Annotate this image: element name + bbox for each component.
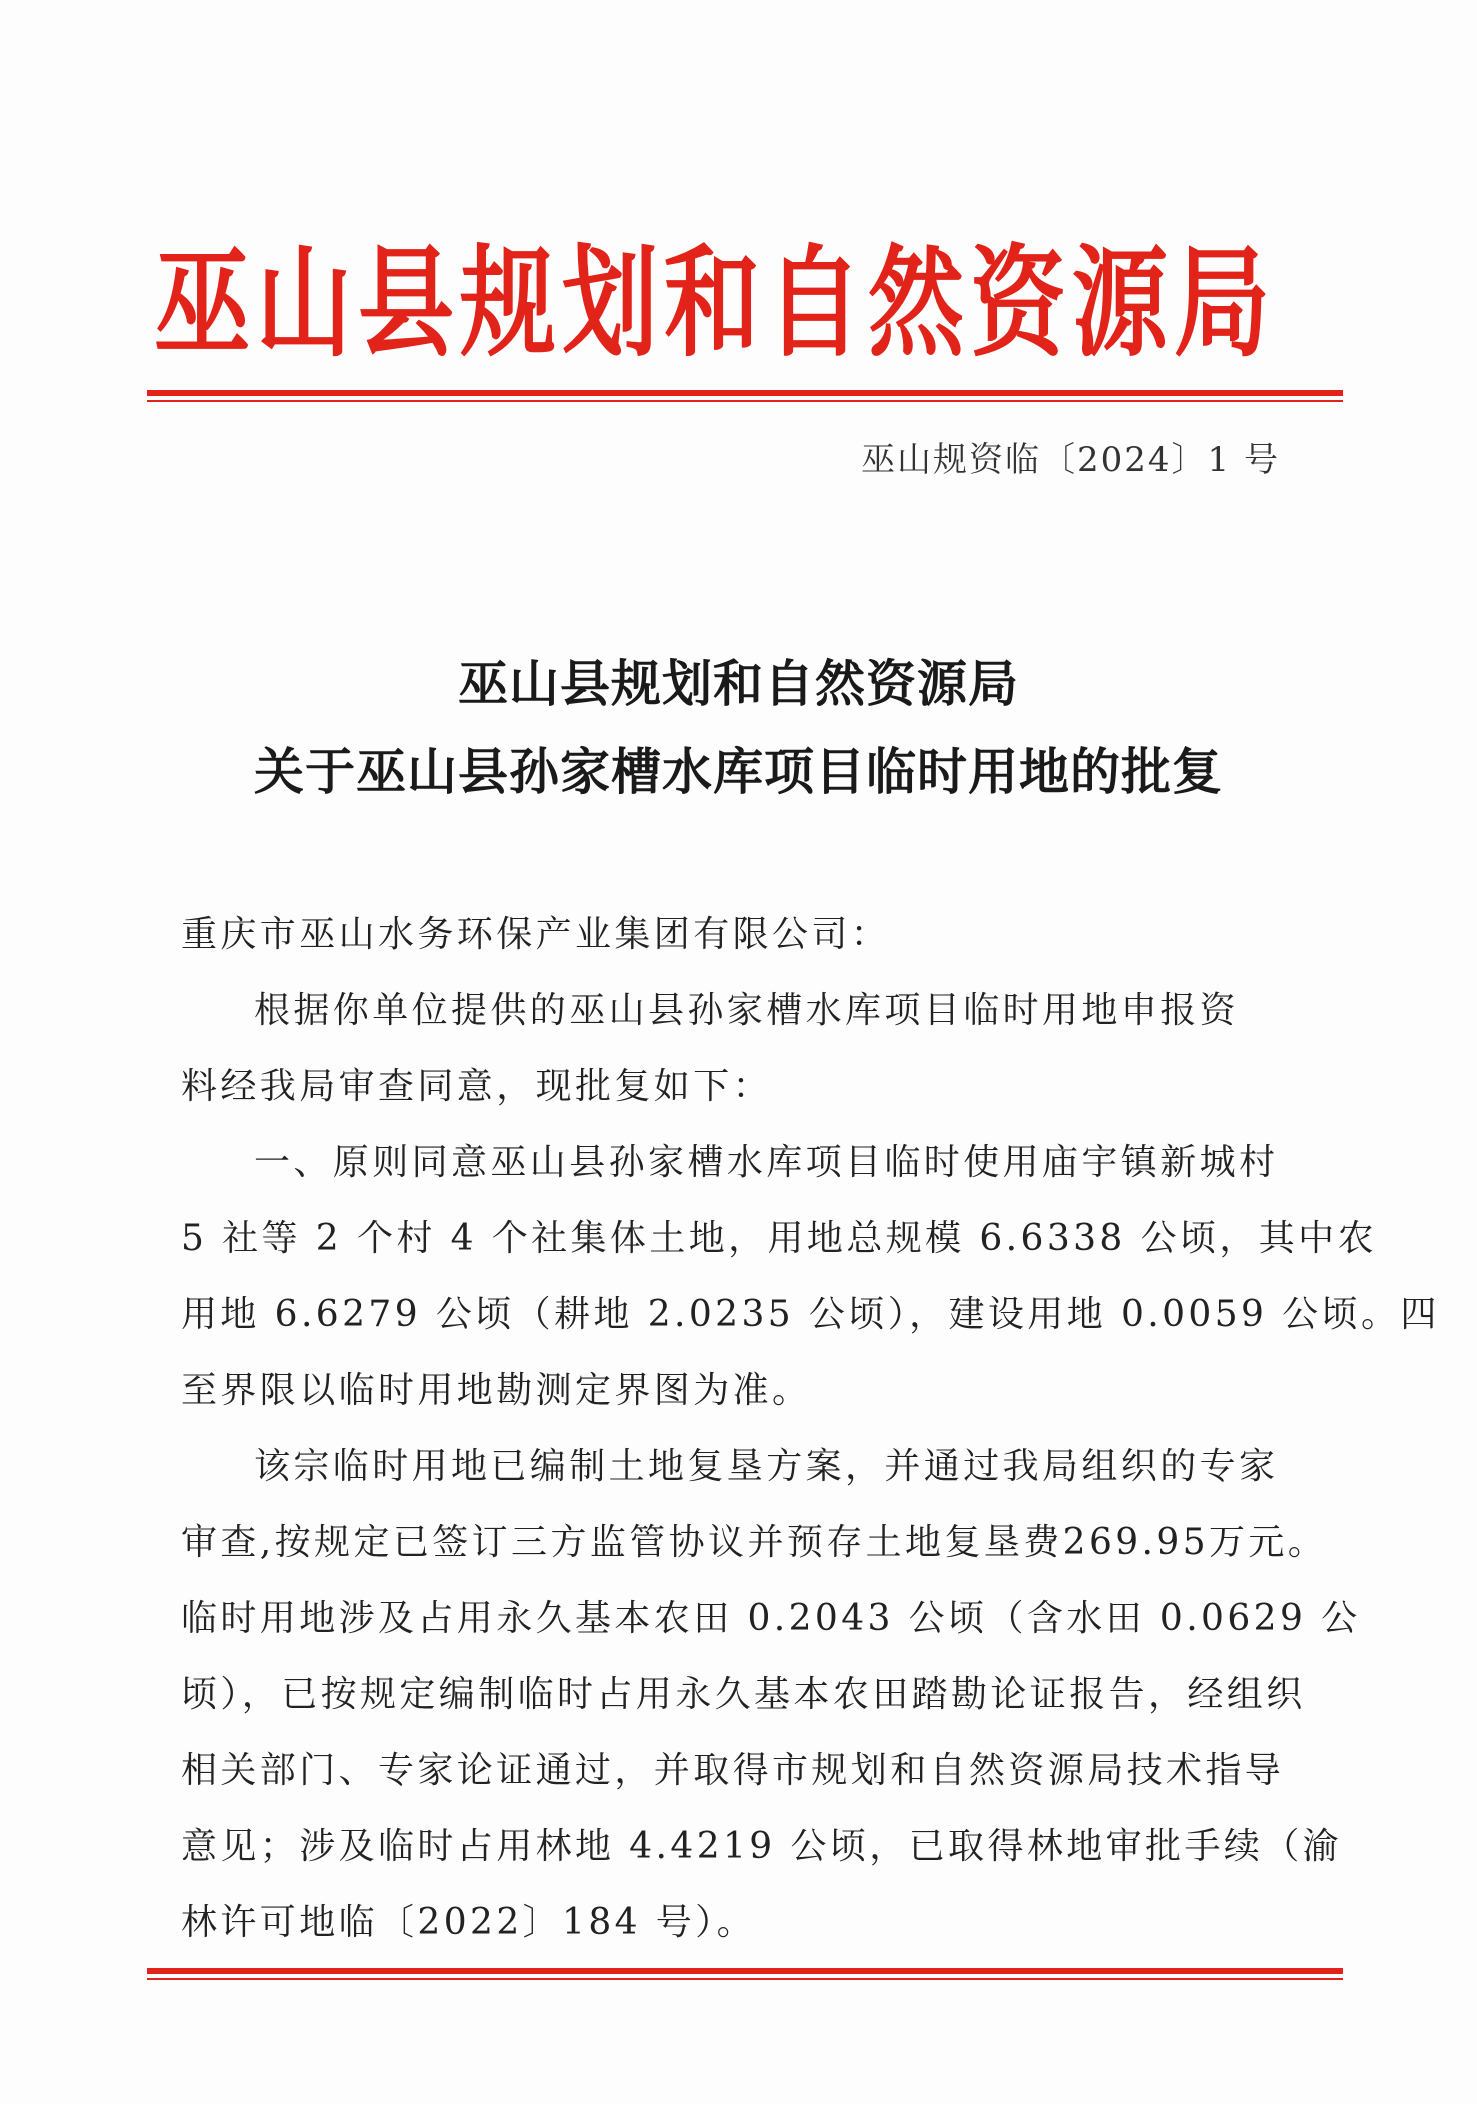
body-line: 一、原则同意巫山县孙家槽水库项目临时使用庙宇镇新城村 [254, 1142, 1279, 1183]
body-line: 用地 6.6279 公顷（耕地 2.0235 公顷），建设用地 0.0059 公顷。四 [181, 1294, 1440, 1335]
red-divider-top [147, 390, 1343, 396]
red-divider-bottom-thin [147, 1978, 1343, 1980]
red-divider-bottom [147, 1968, 1343, 1974]
document-title-line-1: 巫山县规划和自然资源局 [458, 655, 1019, 713]
document-number: 巫山规资临〔2024〕1 号 [861, 440, 1280, 480]
body-line: 该宗临时用地已编制土地复垦方案，并通过我局组织的专家 [254, 1446, 1279, 1487]
body-line: 审查,按规定已签订三方监管协议并预存土地复垦费269.95万元。 [181, 1522, 1328, 1563]
body-line: 根据你单位提供的巫山县孙家槽水库项目临时用地申报资 [254, 990, 1240, 1031]
agency-masthead: 巫山县规划和自然资源局 [154, 233, 1276, 373]
body-line: 相关部门、专家论证通过，并取得市规划和自然资源局技术指导 [181, 1750, 1285, 1791]
body-line: 顷），已按规定编制临时占用永久基本农田踏勘论证报告，经组织 [181, 1674, 1306, 1715]
body-line: 意见；涉及临时占用林地 4.4219 公顷，已取得林地审批手续（渝 [181, 1826, 1343, 1867]
body-line: 至界限以临时用地勘测定界图为准。 [181, 1370, 812, 1411]
document-title-line-2: 关于巫山县孙家槽水库项目临时用地的批复 [254, 743, 1223, 801]
body-line: 林许可地临〔2022〕184 号）。 [181, 1902, 756, 1943]
body-line: 临时用地涉及占用永久基本农田 0.2043 公顷（含水田 0.0629 公 [181, 1598, 1361, 1639]
addressee: 重庆市巫山水务环保产业集团有限公司： [181, 914, 891, 955]
red-divider-top-thin [147, 400, 1343, 402]
body-line: 5 社等 2 个村 4 个社集体土地，用地总规模 6.6338 公顷，其中农 [181, 1218, 1377, 1259]
body-line: 料经我局审查同意，现批复如下： [181, 1066, 773, 1107]
